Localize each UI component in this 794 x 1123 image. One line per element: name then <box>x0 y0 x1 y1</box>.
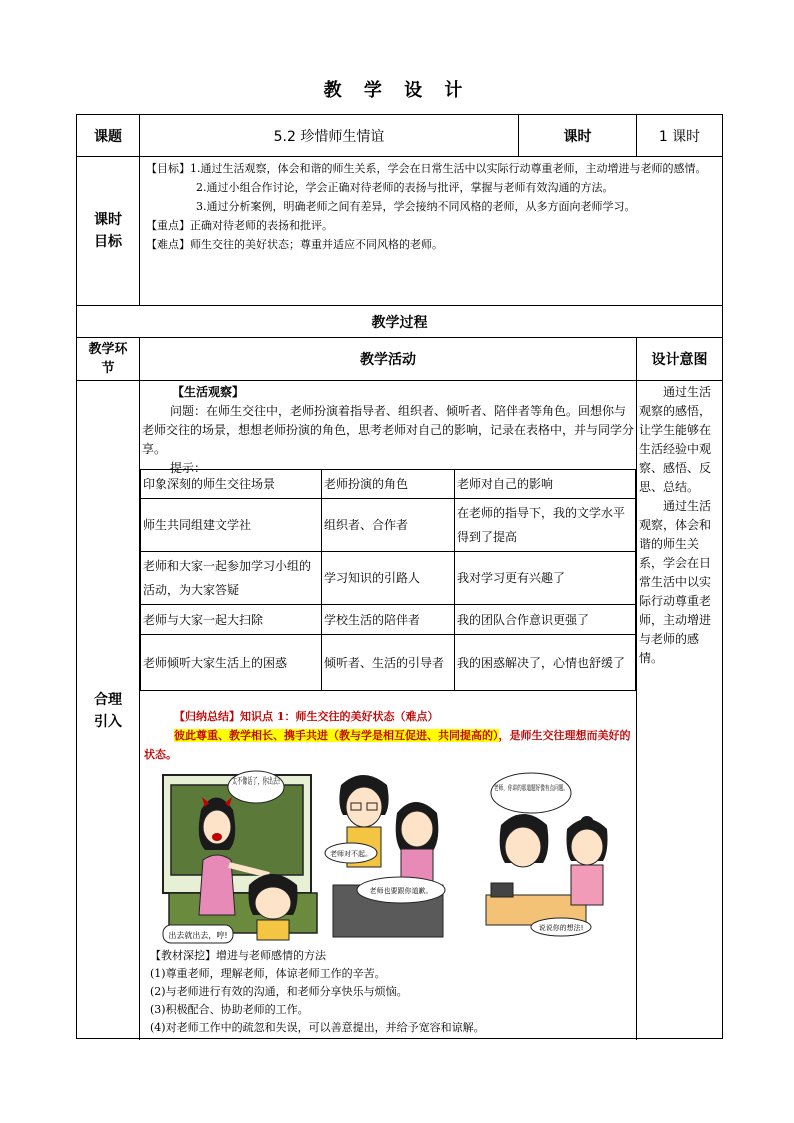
summary-block <box>140 705 636 765</box>
col-intent: 设计意图 <box>651 352 708 368</box>
table-cell: 我的团队合作意识更强了 <box>455 605 636 635</box>
topic-label: 课题 <box>94 128 122 145</box>
inner-header: 老师扮演的角色 <box>322 470 455 499</box>
goal-line: 【目标】1.通过生活观察，体会和谐的师生关系，学会在日常生活中以实际行动尊重老师，主动增进与老师的感情。 <box>146 162 707 175</box>
goal-line: 2.通过小组合作讨论，学会正确对待老师的表扬与批评，掌握与老师有效沟通的方法。 <box>196 181 614 194</box>
goals-label: 课时目标 <box>94 212 122 250</box>
table-cell: 在老师的指导下，我的文学水平得到了提高 <box>455 499 636 552</box>
life-observation <box>140 381 636 475</box>
deep-item: (4)对老师工作中的疏忽和失误，可以善意提出，并给予宽容和谅解。 <box>150 1021 485 1034</box>
col-stage: 教学环节 <box>88 342 128 376</box>
intent-paragraph: 通过生活观察的感悟，让学生能够在生活经验中观察、感悟、反思、总结。 <box>639 385 712 494</box>
goal-line: 3.通过分析案例，明确老师之间有差异，学会接纳不同风格的老师，从多方面向老师学习。 <box>196 200 636 213</box>
table-cell: 学习知识的引路人 <box>322 552 455 605</box>
inner-header: 老师对自己的影响 <box>455 470 636 499</box>
observation-heading: 【生活观察】 <box>172 385 245 399</box>
topic-value: 5.2 珍惜师生情谊 <box>273 128 385 145</box>
bubble-text: 老师也要跟你道歉。 <box>369 887 433 895</box>
stage-name: 合理引入 <box>94 691 122 730</box>
table-cell: 我对学习更有兴趣了 <box>455 552 636 605</box>
process-title: 教学过程 <box>371 314 428 331</box>
inner-header: 印象深刻的师生交往场景 <box>141 470 322 499</box>
textbook-deep-dive <box>140 947 636 1040</box>
bubble-text: 出去就出去，哼! <box>168 931 228 940</box>
deep-item: (2)与老师进行有效的沟通，和老师分享快乐与烦恼。 <box>150 985 408 998</box>
observation-hint: 提示： <box>170 461 207 475</box>
hours-label: 课时 <box>563 128 592 145</box>
table-cell: 老师倾听大家生活上的困惑 <box>141 635 322 691</box>
deep-item: (1)尊重老师，理解老师，体谅老师工作的辛苦。 <box>150 967 386 980</box>
key-point: 【重点】正确对待老师的表扬和批评。 <box>146 219 333 232</box>
bubble-text: 太不像话了，你出去! <box>232 777 317 787</box>
deep-heading: 【教材深挖】增进与老师感情的方法 <box>150 949 326 962</box>
table-cell: 倾听者、生活的引导者 <box>322 635 455 691</box>
teacher-role-table <box>140 469 636 691</box>
difficult-point: 【难点】师生交往的美好状态；尊重并适应不同风格的老师。 <box>146 238 443 251</box>
intent-paragraph: 通过生活观察，体会和谐的师生关系，学会在日常生活中以实际行动尊重老师，主动增进与老师的感情。 <box>639 499 712 665</box>
deep-item: (3)积极配合、协助老师的工作。 <box>150 1003 309 1016</box>
table-cell: 我的困惑解决了，心情也舒缓了 <box>455 635 636 691</box>
goals-content <box>140 157 722 305</box>
bubble-text: 老师，你讲的那道题好像有点问题。 <box>494 784 606 792</box>
bubble-text: 老师对不起。 <box>330 850 372 858</box>
document-title: 教 学 设 计 <box>323 80 471 101</box>
design-intent <box>637 381 722 701</box>
table-cell: 师生共同组建文学社 <box>141 499 322 552</box>
table-cell: 老师和大家一起参加学习小组的活动，为大家答疑 <box>141 552 322 605</box>
col-activity: 教学活动 <box>360 352 416 368</box>
bubble-text: 说说你的想法! <box>538 924 584 932</box>
summary-heading: 【归纳总结】知识点 1：师生交往的美好状态（难点） <box>174 710 439 723</box>
hours-value: 1 课时 <box>658 128 701 145</box>
lesson-plan-table <box>76 114 723 1039</box>
table-cell: 老师与大家一起大扫除 <box>141 605 322 635</box>
summary-tail: ，是师生交往理想而美好的状态。 <box>144 729 631 761</box>
teacher-student-cartoon <box>161 765 611 945</box>
observation-question: 问题：在师生交往中，老师扮演着指导者、组织者、倾听者、陪伴者等角色。回想你与老师交往的场景，想想老师扮演的角色，思考老师对自己的影响，记录在表格中，并与同学分享。 <box>142 404 635 456</box>
table-cell: 学校生活的陪伴者 <box>322 605 455 635</box>
summary-highlight: 彼此尊重、教学相长、携手共进（教与学是相互促进、共同提高的） <box>174 729 499 742</box>
table-cell: 组织者、合作者 <box>322 499 455 552</box>
